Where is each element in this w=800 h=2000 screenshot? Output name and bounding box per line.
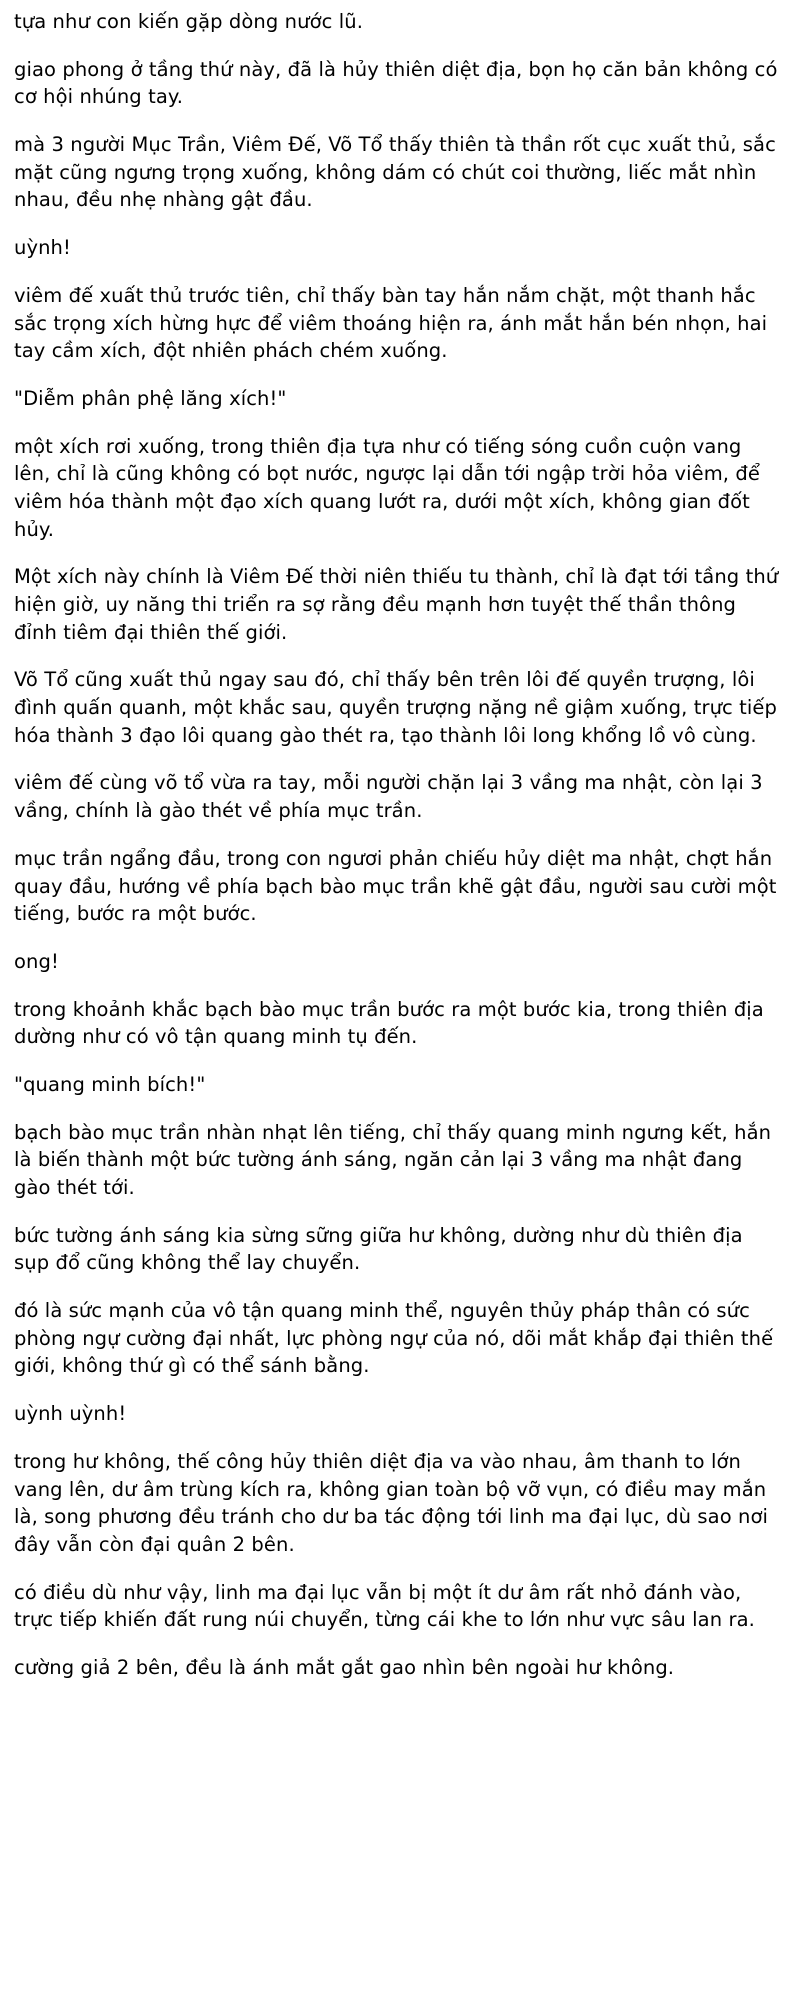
paragraph: tựa như con kiến gặp dòng nước lũ. [14, 10, 363, 33]
paragraph: trong khoảnh khắc bạch bào mục trần bước ra một bước kia, trong thiên địa dường như có vô tận quang minh tụ đến. [14, 997, 764, 1049]
paragraph: mục trần ngẩng đầu, trong con ngươi phản chiếu hủy diệt ma nhật, chợt hắn quay đầu, hướng về phía bạch bào mục trần khẽ gật đầu, người sau cười một tiếng, bước ra một bước. [14, 846, 777, 926]
paragraph: mà 3 người Mục Trần, Viêm Đế, Võ Tổ thấy thiên tà thần rốt cục xuất thủ, sắc mặt cũng ngưng trọng xuống, không dám có chút coi thường, liếc mắt nhìn nhau, đều nhẹ nhàng gật đầu. [14, 133, 776, 212]
paragraph: bức tường ánh sáng kia sừng sững giữa hư không, dường như dù thiên địa sụp đổ cũng không thể lay chuyển. [14, 1223, 743, 1275]
paragraph: ong! [14, 949, 59, 973]
paragraph: "Diễm phân phệ lăng xích!" [14, 386, 287, 410]
paragraph: uỳnh uỳnh! [14, 1402, 127, 1426]
paragraph: cường giả 2 bên, đều là ánh mắt gắt gao nhìn bên ngoài hư không. [14, 1655, 675, 1679]
paragraph: trong hư không, thế công hủy thiên diệt địa va vào nhau, âm thanh to lớn vang lên, dư âm trùng kích ra, không gian toàn bộ vỡ vụn, có điều may mắn là, song phương đều tránh cho dư ba tác động tới linh ma đại lục, dù sao nơi đây vẫn còn đại quân 2 bên. [14, 1449, 769, 1556]
paragraph: uỳnh! [14, 236, 71, 260]
paragraph: một xích rơi xuống, trong thiên địa tựa như có tiếng sóng cuồn cuộn vang lên, chỉ là cũng không có bọt nước, ngược lại dẫn tới ngập trời hỏa viêm, để viêm hóa thành một đạo xích quang lướt ra, dưới một xích, không gian đốt hủy. [14, 434, 760, 541]
paragraph: đó là sức mạnh của vô tận quang minh thể, nguyên thủy pháp thân có sức phòng ngự cường đại nhất, lực phòng ngự của nó, dõi mắt khắp đại thiên thế giới, không thứ gì có thể sánh bằng. [14, 1299, 774, 1378]
paragraph: Một xích này chính là Viêm Đế thời niên thiếu tu thành, chỉ là đạt tới tầng thứ hiện giờ, uy năng thi triển ra sợ rằng đều mạnh hơn tuyệt thế thần thông đỉnh tiêm đại thiên thế giới. [14, 565, 779, 644]
paragraph: Võ Tổ cũng xuất thủ ngay sau đó, chỉ thấy bên trên lôi đế quyền trượng, lôi đình quấn quanh, một khắc sau, quyền trượng nặng nề giậm xuống, trực tiếp hóa thành 3 đạo lôi quang gào thét ra, tạo thành lôi long khổng lồ vô cùng. [14, 668, 778, 747]
paragraph: có điều dù như vậy, linh ma đại lục vẫn bị một ít dư âm rất nhỏ đánh vào, trực tiếp khiến đất rung núi chuyển, từng cái khe to lớn như vực sâu lan ra. [14, 1580, 755, 1632]
paragraph: viêm đế cùng võ tổ vừa ra tay, mỗi người chặn lại 3 vầng ma nhật, còn lại 3 vầng, chính là gào thét về phía mục trần. [14, 771, 763, 823]
paragraph: giao phong ở tầng thứ này, đã là hủy thiên diệt địa, bọn họ căn bản không có cơ hội nhúng tay. [14, 57, 778, 109]
paragraph: viêm đế xuất thủ trước tiên, chỉ thấy bàn tay hắn nắm chặt, một thanh hắc sắc trọng xích hừng hực để viêm thoáng hiện ra, ánh mắt hắn bén nhọn, hai tay cầm xích, đột nhiên phách chém xuống. [14, 283, 768, 363]
paragraph: bạch bào mục trần nhàn nhạt lên tiếng, chỉ thấy quang minh ngưng kết, hắn là biến thành một bức tường ánh sáng, ngăn cản lại 3 vầng ma nhật đang gào thét tới. [14, 1120, 772, 1199]
paragraph: "quang minh bích!" [14, 1072, 206, 1096]
